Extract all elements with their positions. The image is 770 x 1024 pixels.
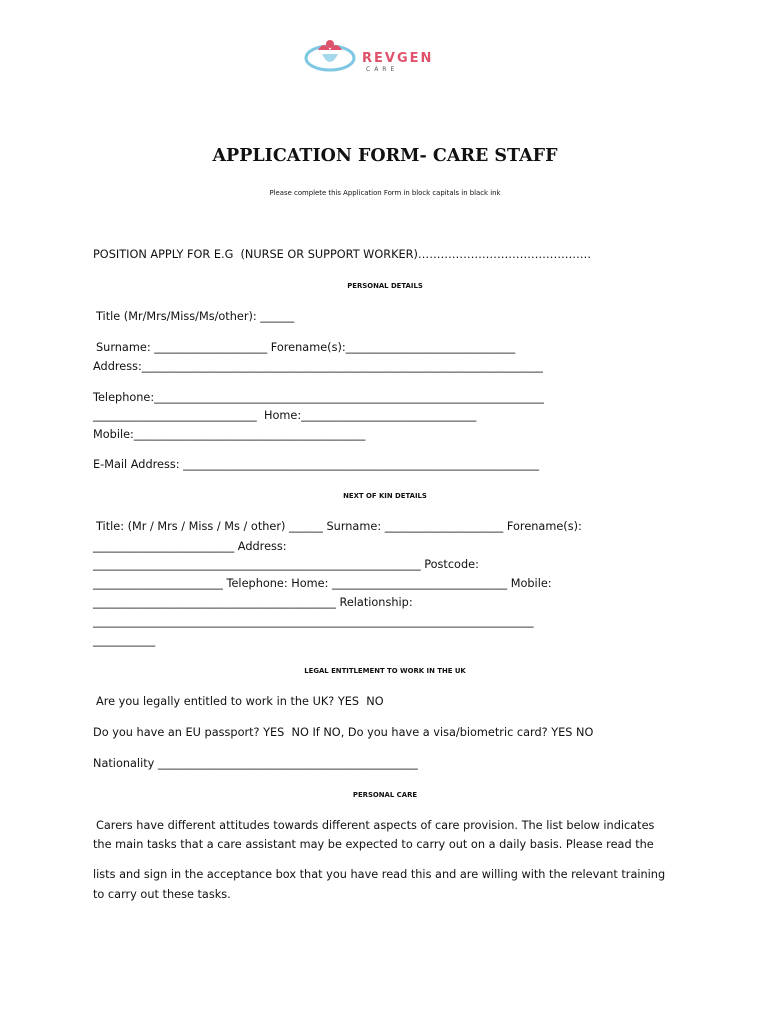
logo-wordmark: REVGEN: [362, 51, 434, 66]
personal-care-text: lists and sign in the acceptance box that you have read this and are willing with the relevant training: [93, 868, 666, 881]
legal-entitled-question: Are you legally entitled to work in the UK? YES NO: [96, 695, 384, 708]
personal-care-text: the main tasks that a care assistant may be expected to carry out on a daily basis. Please read the: [93, 838, 654, 851]
kin-title-surname-field[interactable]: Title: (Mr / Mrs / Miss / Ms / other) ______ Surname: _____________________ Forename(s):: [96, 520, 582, 533]
logo-subtitle: CARE: [366, 66, 399, 73]
kin-blank-line[interactable]: ______________________________________________________________________________: [93, 615, 534, 628]
mobile-field[interactable]: Mobile:_________________________________________: [93, 428, 366, 441]
position-apply-field[interactable]: POSITION APPLY FOR E.G (NURSE OR SUPPORT WORKER)……………………………………….: [93, 248, 591, 261]
title-field[interactable]: Title (Mr/Mrs/Miss/Ms/other): ______: [96, 310, 295, 323]
form-title: APPLICATION FORM- CARE STAFF: [212, 146, 558, 166]
form-instruction: Please complete this Application Form in block capitals in black ink: [269, 189, 501, 197]
next-of-kin-heading: NEXT OF KIN DETAILS: [343, 492, 427, 500]
kin-blank-line-end[interactable]: ___________: [93, 634, 156, 647]
telephone-field[interactable]: Telephone:_____________________________________________________________________: [93, 391, 544, 404]
email-field[interactable]: E-Mail Address: _______________________________________________________________: [93, 458, 539, 471]
personal-care-text: to carry out these tasks.: [93, 888, 231, 901]
home-phone-field[interactable]: _____________________________ Home:_______________________________: [93, 409, 477, 422]
personal-details-heading: PERSONAL DETAILS: [347, 282, 423, 290]
kin-address-field[interactable]: _________________________ Address:: [93, 540, 287, 553]
address-field[interactable]: Address:_______________________________________________________________________: [93, 360, 543, 373]
personal-care-heading: PERSONAL CARE: [352, 791, 418, 799]
kin-telephone-field[interactable]: _______________________ Telephone: Home: _______________________________ Mobile:: [93, 577, 552, 590]
kin-relationship-field[interactable]: ___________________________________________ Relationship:: [93, 596, 413, 609]
kin-postcode-field[interactable]: __________________________________________________________ Postcode:: [93, 558, 479, 571]
eu-passport-question: Do you have an EU passport? YES NO If NO, Do you have a visa/biometric card? YES NO: [93, 726, 594, 739]
legal-entitlement-heading: LEGAL ENTITLEMENT TO WORK IN THE UK: [304, 667, 466, 675]
nationality-field[interactable]: Nationality ______________________________________________: [93, 757, 418, 770]
personal-care-text: Carers have different attitudes towards different aspects of care provision. The list below indicates: [96, 819, 655, 832]
surname-forename-field[interactable]: Surname: ____________________ Forename(s):______________________________: [96, 341, 516, 354]
